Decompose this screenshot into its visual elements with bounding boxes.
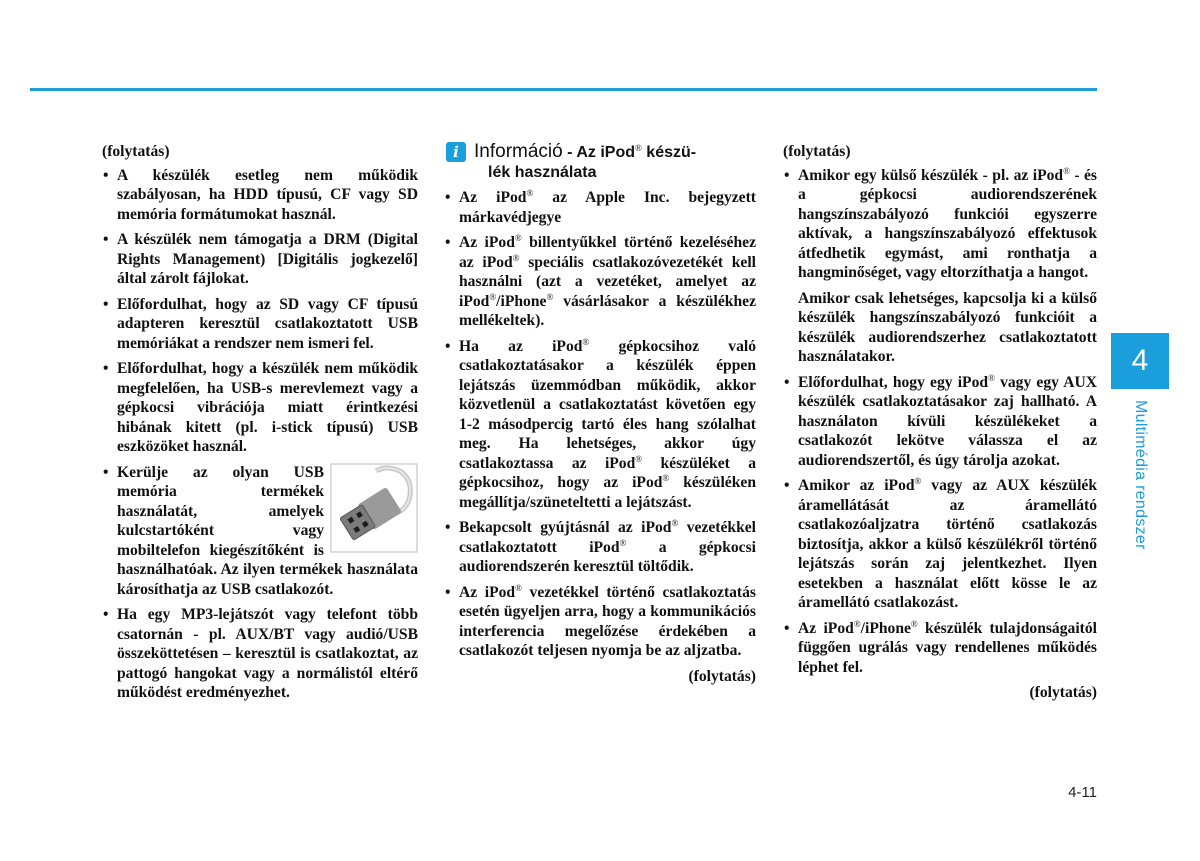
bullet-list (444, 188, 756, 661)
continued-label: (folytatás) (783, 143, 851, 160)
chapter-number-tab: 4 (1111, 333, 1169, 389)
info-subtitle-line2: lék használata (488, 163, 597, 181)
list-item: • Az iPod® az Apple Inc. bejegyzett márkavédjegye (444, 188, 756, 227)
list-item-usb-keychain (102, 463, 418, 600)
list-item: • Előfordulhat, hogy egy iPod® vagy egy AUX készülék csatlakoztatásakor zaj hallható. A használaton kívüli készülékeket a csatlakozót lekötve válassza el az audiorendszertől, és úgy tárolja azokat. (783, 373, 1097, 471)
column-right (783, 142, 1097, 703)
bullet-list (783, 373, 1097, 678)
info-header: i Információ - Az iPod® készü- lék használata (444, 142, 756, 182)
list-item: • Ha egy MP3-lejátszót vagy telefont több csatornán - pl. AUX/BT vagy audió/USB összeköttetésen – keresztül is csatlakoztat, az pattogó hangokat vagy a normálistól eltérő működést eredményezhet. (102, 605, 418, 703)
column-left (102, 142, 418, 709)
bullet-list (783, 166, 1097, 283)
header-rule (30, 88, 1097, 91)
list-item: • Az iPod® billentyűkkel történő kezeléséhez az iPod® speciális csatlakozóvezetékét kell használni (azt a vezetéket, amelyet az iPod®/iPhone® vásárlásakor a készülékhez mellékeltek). (444, 233, 756, 331)
list-item: • Amikor egy külső készülék - pl. az iPod® - és a gépkocsi audiorendszerének hangszínszabályozó funkciói egyszerre aktívak, a hangszínszabályozó effektusok átfedhetik egymást, ami ronthatja a hangminőséget, vagy eltorzíthatja a hangot. (783, 166, 1097, 283)
info-title: Információ (474, 141, 563, 162)
list-item: • A készülék nem támogatja a DRM (Digital Rights Management) [Digitális jogkezelő] által zárolt fájlokat. (102, 230, 418, 289)
list-item-text: Kerülje az olyan USB memória termékek használatát, amelyek kulcstartóként vagy mobiltelefon kiegészítőként is használhatóak. Az ilyen termékek használata károsíthatja az USB csatlakozót. (117, 463, 418, 598)
page-number: 4-11 (1068, 784, 1097, 801)
paragraph: Amikor csak lehetséges, kapcsolja ki a külső készülék hangszínszabályozó funkcióit a készülék audiorendszerhez csatlakoztatott használatakor. (798, 289, 1097, 365)
column-middle (444, 142, 756, 686)
continued-label: (folytatás) (102, 143, 170, 160)
list-item: • Ha az iPod® gépkocsihoz való csatlakoztatásakor a készülék éppen lejátszás üzemmódban működik, akkor közvetlenül a csatlakoztatást követően egy 1-2 másodpercig tartó éles hang szólalhat meg. Ha lehetséges, akkor úgy csatlakoztassa az iPod® készüléket a gépkocsihoz, hogy az iPod® készüléken megállítja/szüneteltetti a lejátszást. (444, 337, 756, 513)
usb-keychain-illustration (330, 463, 418, 553)
list-item: • Az iPod® vezetékkel történő csatlakoztatás esetén ügyeljen arra, hogy a kommunikációs interferencia megelőzése érdekében a csatlakozót teljesen nyomja be az aljzatba. (444, 583, 756, 661)
continued-label: (folytatás) (1029, 684, 1097, 701)
bullet-list (102, 166, 418, 703)
chapter-title: Multimédia rendszer (1132, 400, 1149, 550)
list-item: • Előfordulhat, hogy az SD vagy CF típusú adapteren keresztül csatlakoztatott USB memóriákat a rendszer nem ismeri fel. (102, 295, 418, 354)
list-item: • Előfordulhat, hogy a készülék nem működik megfelelően, ha USB-s merevlemezt vagy a gépkocsi vibrációja miatt érintkezési hibának kitett (pl. i-stick típusú) USB eszközöket használ. (102, 359, 418, 457)
list-item: • Az iPod®/iPhone® készülék tulajdonságaitól függően ugrálás vagy rendellenes működés léphet fel. (783, 619, 1097, 678)
list-item: • Bekapcsolt gyújtásnál az iPod® vezetékkel csatlakoztatott iPod® a gépkocsi audiorendszerén keresztül töltődik. (444, 518, 756, 577)
info-icon: i (446, 142, 466, 162)
list-item: • Amikor az iPod® vagy az AUX készülék áramellátását az áramellátó csatlakozóaljzatra történő csatlakozás biztosítja, akkor a külső készülékről történő lejátszás során zaj jelentkezhet. Ilyen esetekben a használat előtt kösse le az áramellátó csatlakozást. (783, 476, 1097, 613)
continued-label: (folytatás) (688, 667, 756, 685)
list-item: • A készülék esetleg nem működik szabályosan, ha HDD típusú, CF vagy SD memória formátumokat használ. (102, 166, 418, 225)
